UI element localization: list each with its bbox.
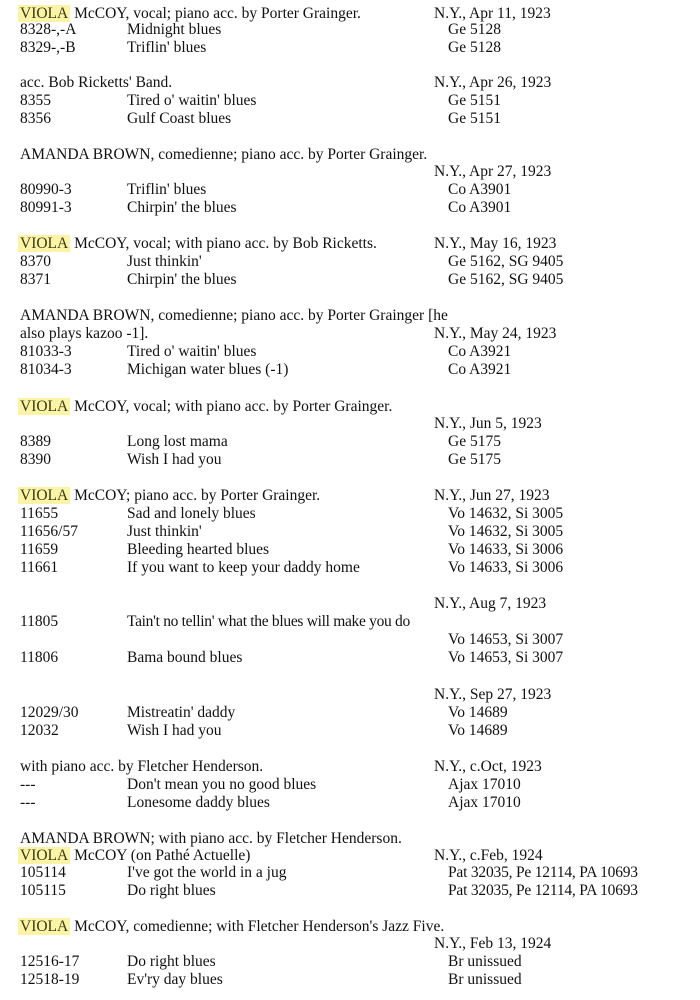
header-text: McCOY; piano acc. by Porter Grainger. <box>70 487 321 504</box>
matrix-number: 8355 <box>20 92 51 109</box>
matrix-number: 80990-3 <box>20 181 72 198</box>
session-date: N.Y., Sep 27, 1923 <box>434 686 552 703</box>
matrix-number: 8389 <box>20 433 51 450</box>
matrix-number: 8356 <box>20 110 51 127</box>
header-text: McCOY, vocal; with piano acc. by Porter Grainger. <box>70 398 393 415</box>
session-date: N.Y., Apr 27, 1923 <box>434 163 552 180</box>
matrix-number: 8390 <box>20 451 51 468</box>
issue-number: Ge 5175 <box>448 451 501 468</box>
track-title: If you want to keep your daddy home <box>127 559 360 576</box>
track-title: Chirpin' the blues <box>127 199 237 216</box>
track-title: Sad and lonely blues <box>127 505 256 522</box>
issue-number: Br unissued <box>448 971 522 988</box>
session-date: N.Y., Apr 11, 1923 <box>434 5 551 22</box>
header-text: McCOY, comedienne; with Fletcher Henderson's Jazz Five. <box>70 918 445 935</box>
track-title: Triflin' blues <box>127 39 207 56</box>
issue-number: Vo 14653, Si 3007 <box>448 649 564 666</box>
matrix-number: 12032 <box>20 722 59 739</box>
track-title: Wish I had you <box>127 722 222 739</box>
issue-number: Vo 14632, Si 3005 <box>448 523 564 540</box>
matrix-number: 105115 <box>20 882 66 899</box>
issue-number: Vo 14633, Si 3006 <box>448 559 564 576</box>
matrix-number: 8329-,-B <box>20 39 76 56</box>
issue-number: Br unissued <box>448 953 522 970</box>
issue-number: Ajax 17010 <box>448 794 521 811</box>
track-title: Wish I had you <box>127 451 222 468</box>
session-date: N.Y., Feb 13, 1924 <box>434 935 552 952</box>
issue-number: Vo 14689 <box>448 722 508 739</box>
track-title: Gulf Coast blues <box>127 110 232 127</box>
session-header-continued <box>20 847 250 865</box>
issue-number: Ge 5151 <box>448 110 501 127</box>
track-title: Lonesome daddy blues <box>127 794 270 811</box>
header-text: McCOY, vocal; with piano acc. by Bob Ricketts. <box>70 235 377 252</box>
issue-number: Vo 14653, Si 3007 <box>448 631 564 648</box>
track-title: Mistreatin' daddy <box>127 704 236 721</box>
matrix-number: 8370 <box>20 253 51 270</box>
track-title: Just thinkin' <box>127 523 202 540</box>
highlighted-artist-name: VIOLA <box>20 398 69 415</box>
issue-number: Ge 5151 <box>448 92 501 109</box>
issue-number: Co A3901 <box>448 199 512 216</box>
issue-number: Ajax 17010 <box>448 776 521 793</box>
issue-number: Ge 5128 <box>448 39 501 56</box>
issue-number: Vo 14689 <box>448 704 508 721</box>
session-date: N.Y., Aug 7, 1923 <box>434 595 547 612</box>
track-title: Tired o' waitin' blues <box>127 343 257 360</box>
track-title: I've got the world in a jug <box>127 864 287 881</box>
matrix-number: 12029/30 <box>20 704 79 721</box>
matrix-number: 11805 <box>20 613 59 630</box>
matrix-number: 8371 <box>20 271 51 288</box>
session-header-continued: also plays kazoo -1]. <box>20 325 149 342</box>
issue-number: Co A3901 <box>448 181 512 198</box>
highlighted-artist-name: VIOLA <box>20 918 69 935</box>
track-title: Ev'ry day blues <box>127 971 223 988</box>
matrix-number: 8328-,-A <box>20 21 77 38</box>
issue-number: Pat 32035, Pe 12114, PA 10693 <box>448 864 638 881</box>
matrix-number: --- <box>20 776 36 793</box>
session-date: N.Y., c.Feb, 1924 <box>434 847 543 864</box>
track-title: Long lost mama <box>127 433 228 450</box>
header-text: McCOY (on Pathé Actuelle) <box>70 847 251 864</box>
matrix-number: 12516-17 <box>20 953 80 970</box>
matrix-number: --- <box>20 794 36 811</box>
header-text: McCOY, vocal; piano acc. by Porter Grainger. <box>70 5 361 22</box>
track-title: Just thinkin' <box>127 253 202 270</box>
session-header: AMANDA BROWN; with piano acc. by Fletcher Henderson. <box>20 830 402 847</box>
highlighted-artist-name: VIOLA <box>20 5 69 22</box>
matrix-number: 11656/57 <box>20 523 78 540</box>
session-header: AMANDA BROWN, comedienne; piano acc. by Porter Grainger [he <box>20 307 448 324</box>
track-title: Do right blues <box>127 882 216 899</box>
track-title: Tain't no tellin' what the blues will make you do <box>127 613 410 630</box>
session-date: N.Y., Jun 27, 1923 <box>434 487 550 504</box>
session-header: acc. Bob Ricketts' Band. <box>20 74 173 91</box>
issue-number: Vo 14632, Si 3005 <box>448 505 564 522</box>
issue-number: Co A3921 <box>448 361 512 378</box>
matrix-number: 11659 <box>20 541 59 558</box>
session-date: N.Y., Apr 26, 1923 <box>434 74 552 91</box>
issue-number: Ge 5162, SG 9405 <box>448 271 564 288</box>
session-date: N.Y., May 24, 1923 <box>434 325 557 342</box>
issue-number: Pat 32035, Pe 12114, PA 10693 <box>448 882 638 899</box>
session-date: N.Y., Jun 5, 1923 <box>434 415 542 432</box>
matrix-number: 11661 <box>20 559 59 576</box>
matrix-number: 12518-19 <box>20 971 80 988</box>
matrix-number: 105114 <box>20 864 66 881</box>
issue-number: Ge 5162, SG 9405 <box>448 253 564 270</box>
session-header <box>20 398 392 416</box>
matrix-number: 81034-3 <box>20 361 72 378</box>
matrix-number: 11655 <box>20 505 59 522</box>
track-title: Do right blues <box>127 953 216 970</box>
track-title: Bleeding hearted blues <box>127 541 270 558</box>
session-date: N.Y., May 16, 1923 <box>434 235 557 252</box>
session-date: N.Y., c.Oct, 1923 <box>434 758 542 775</box>
issue-number: Co A3921 <box>448 343 512 360</box>
track-title: Michigan water blues (-1) <box>127 361 289 378</box>
track-title: Triflin' blues <box>127 181 207 198</box>
session-header: with piano acc. by Fletcher Henderson. <box>20 758 264 775</box>
highlighted-artist-name: VIOLA <box>20 487 69 504</box>
issue-number: Ge 5128 <box>448 21 501 38</box>
issue-number: Vo 14633, Si 3006 <box>448 541 564 558</box>
matrix-number: 11806 <box>20 649 59 666</box>
session-header: AMANDA BROWN, comedienne; piano acc. by Porter Grainger. <box>20 146 428 163</box>
track-title: Midnight blues <box>127 21 222 38</box>
session-header <box>20 487 320 505</box>
matrix-number: 81033-3 <box>20 343 72 360</box>
highlighted-artist-name: VIOLA <box>20 235 69 252</box>
track-title: Don't mean you no good blues <box>127 776 317 793</box>
session-header <box>20 918 444 936</box>
session-header <box>20 235 377 253</box>
matrix-number: 80991-3 <box>20 199 72 216</box>
highlighted-artist-name: VIOLA <box>20 847 69 864</box>
issue-number: Ge 5175 <box>448 433 501 450</box>
track-title: Chirpin' the blues <box>127 271 237 288</box>
track-title: Tired o' waitin' blues <box>127 92 257 109</box>
track-title: Bama bound blues <box>127 649 243 666</box>
